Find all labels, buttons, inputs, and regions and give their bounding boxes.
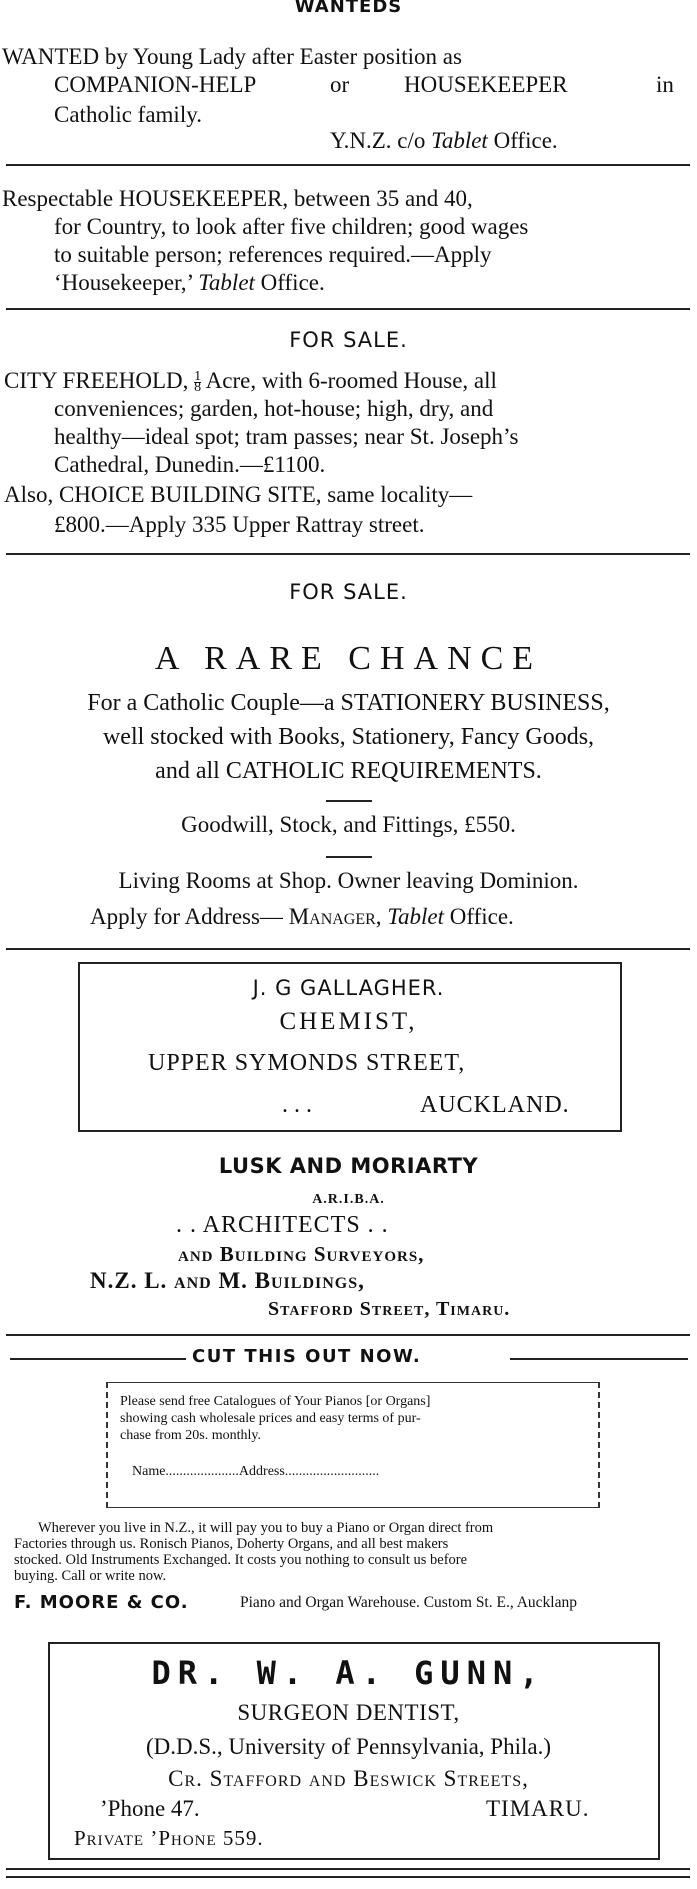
gallagher-name: J. G GALLAGHER.	[252, 976, 445, 1000]
gunn-private-phone: Private ’Phone 559.	[74, 1826, 264, 1850]
sale1-heading: FOR SALE.	[289, 328, 408, 352]
lusk-address2: Stafford Street, Timaru.	[268, 1298, 511, 1320]
ad2-line4b: Tablet	[198, 270, 255, 295]
short-rule	[326, 800, 372, 802]
gunn-address: Cr. Stafford and Beswick Streets,	[168, 1766, 529, 1791]
ad2-line2: for Country, to look after five children; good wages	[54, 214, 529, 239]
divider	[6, 553, 690, 555]
sale2-line6	[90, 904, 514, 930]
ad2-line4a: ‘Housekeeper,’	[54, 270, 193, 295]
lusk-role: . . ARCHITECTS . .	[176, 1212, 389, 1238]
divider	[6, 1334, 690, 1336]
sale2-line6a: Apply for Address—	[90, 904, 283, 929]
gunn-title: SURGEON DENTIST,	[237, 1700, 460, 1725]
sale1-line6: £800.—Apply 335 Upper Rattray street.	[54, 512, 425, 537]
lusk-address1: N.Z. L. and M. Buildings,	[90, 1268, 365, 1293]
ad2-line4c: Office.	[260, 270, 325, 295]
moore-body4: buying. Call or write now.	[14, 1568, 167, 1584]
gallagher-trade: CHEMIST,	[279, 1008, 418, 1035]
gunn-name: DR. W. A. GUNN,	[151, 1654, 546, 1692]
gallagher-dots: . . .	[282, 1092, 312, 1118]
sale2-line1: For a Catholic Couple—a STATIONERY BUSINESS,	[87, 690, 610, 716]
coupon-line3: chase from 20s. monthly.	[120, 1428, 262, 1443]
sale2-line3: and all CATHOLIC REQUIREMENTS.	[155, 758, 542, 784]
wanteds-heading: WANTEDS	[294, 0, 403, 17]
divider	[6, 164, 690, 166]
moore-firm: F. MOORE & CO.	[14, 1592, 189, 1613]
ad2-line3: to suitable person; references required.—Apply	[54, 242, 492, 267]
gunn-phone: ’Phone 47.	[100, 1796, 200, 1821]
sale1-line4: Cathedral, Dunedin.—£1100.	[54, 452, 326, 477]
coupon-name-address-field[interactable]: Name.....................Address...........................	[132, 1464, 380, 1479]
sale2-line2: well stocked with Books, Stationery, Fancy Goods,	[102, 724, 595, 750]
sale2-line6c: Tablet	[387, 904, 444, 929]
bottom-double-rule	[6, 1868, 690, 1878]
sale2-heading: FOR SALE.	[289, 580, 408, 604]
fraction-denominator: 8	[194, 380, 202, 396]
ad1-signature	[330, 128, 558, 154]
cut-rule-left	[10, 1358, 186, 1360]
divider	[6, 948, 690, 950]
gunn-degree: (D.D.S., University of Pennsylvania, Phila.)	[145, 1734, 551, 1759]
ad1-sig-c: Office.	[493, 128, 558, 153]
sale1-line5: Also, CHOICE BUILDING SITE, same locality—	[4, 482, 473, 507]
lusk-quals: A.R.I.B.A.	[312, 1192, 385, 1207]
sale1-line1a: CITY FREEHOLD,	[4, 368, 189, 393]
coupon-line1: Please send free Catalogues of Your Pianos [or Organs]	[120, 1394, 431, 1409]
sale2-headline: A RARE CHANCE	[154, 640, 543, 677]
ad2-line4	[54, 270, 325, 296]
sale1-line1b: Acre, with 6-roomed House, all	[205, 368, 497, 393]
cut-rule-right	[510, 1358, 688, 1360]
sale2-line5: Living Rooms at Shop. Owner leaving Dominion.	[118, 868, 579, 893]
sale1-line3: healthy—ideal spot; tram passes; near St. Joseph’s	[54, 424, 519, 449]
moore-body1: Wherever you live in N.Z., it will pay you to buy a Piano or Organ direct from	[38, 1520, 494, 1536]
sale2-line4: Goodwill, Stock, and Fittings, £550.	[181, 812, 516, 837]
sale1-line2: conveniences; garden, hot-house; high, dry, and	[54, 396, 494, 421]
sale1-line1	[4, 368, 497, 394]
ad2-line1: Respectable HOUSEKEEPER, between 35 and 40,	[2, 186, 473, 211]
acre-fraction	[194, 369, 202, 396]
lusk-role2: and Building Surveyors,	[178, 1242, 425, 1266]
cut-heading: CUT THIS OUT NOW.	[192, 1346, 422, 1367]
moore-body3: stocked. Old Instruments Exchanged. It costs you nothing to consult us before	[14, 1552, 468, 1568]
ad1-line1: WANTED by Young Lady after Easter position as	[2, 44, 462, 69]
ad1-sig-a: Y.N.Z. c/o	[330, 128, 426, 153]
ad1-line2a: COMPANION-HELP	[54, 72, 257, 97]
ad1-line2c: HOUSEKEEPER	[404, 72, 568, 97]
ad1-line2b: or	[330, 72, 350, 97]
gunn-city: TIMARU.	[486, 1796, 590, 1821]
gallagher-city: AUCKLAND.	[420, 1092, 570, 1118]
gallagher-street: UPPER SYMONDS STREET,	[148, 1050, 466, 1076]
moore-body2: Factories through us. Ronisch Pianos, Doherty Organs, and all best makers	[14, 1536, 449, 1552]
coupon-line2: showing cash wholesale prices and easy terms of pur-	[120, 1411, 421, 1426]
ad1-sig-b: Tablet	[431, 128, 488, 153]
ad1-line2d: in	[656, 72, 674, 97]
divider	[6, 308, 690, 310]
short-rule	[326, 856, 372, 858]
ad1-line3: Catholic family.	[54, 102, 202, 127]
sale2-line6d: Office.	[449, 904, 514, 929]
fraction-numerator: 1	[194, 369, 202, 385]
lusk-name: LUSK AND MORIARTY	[218, 1154, 479, 1178]
moore-firm-desc: Piano and Organ Warehouse. Custom St. E., Aucklanp	[240, 1594, 577, 1611]
sale2-line6b: Manager,	[288, 904, 382, 929]
